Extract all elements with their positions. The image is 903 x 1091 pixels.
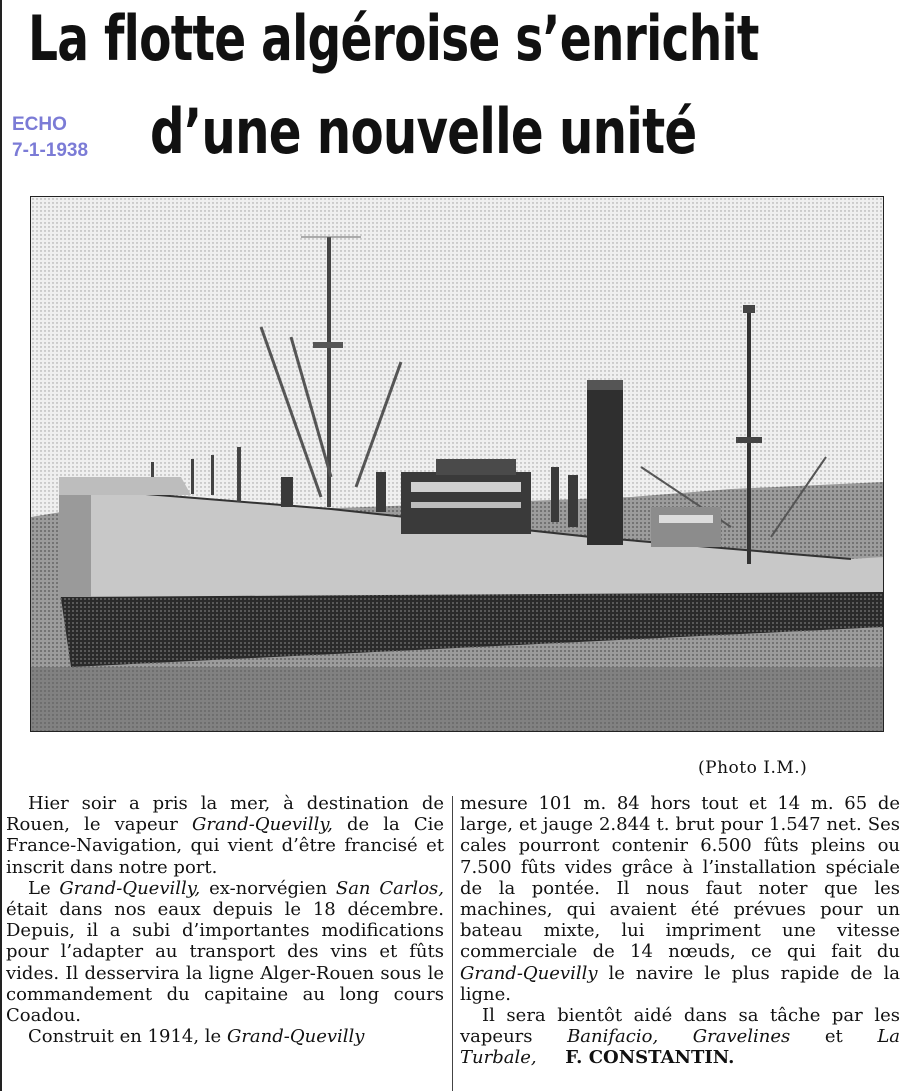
ship-name: Grand-Quevilly — [460, 962, 598, 984]
article-paragraph-1: Hier soir a pris la mer, à destination de Rouen, le vapeur Grand-Quevilly, de la Cie France-Navigation, qui vient d’être francisé et inscrit dans notre port. — [6, 793, 445, 878]
article-column-left — [6, 793, 444, 1047]
headline-line-2: d’une nouvelle unité — [150, 95, 697, 168]
article-paragraph-3-continued: mesure 101 m. 84 hors tout et 14 m. 65 de large, et jauge 2.844 t. brut pour 1.547 net. Ses cales pourront contenir 6.500 fûts pleins ou 7.500 fûts vides grâce à l’installation spéciale de la pontée. Il nous faut noter que les machines, qui avaient été prévues pour un bateau mixte, lui impriment une vitesse commerciale de 14 nœuds, ce qui fait du Grand-Quevilly le navire le plus rapide de la ligne. — [460, 793, 900, 1005]
headline-line-1: La flotte algéroise s’enrichit — [28, 2, 759, 75]
column-divider — [452, 796, 453, 1091]
ship-photograph — [30, 196, 884, 732]
stamp-paper-name: ECHO — [12, 114, 67, 135]
page-left-border — [0, 0, 2, 1091]
ship-name: La Turbale, — [460, 1026, 900, 1069]
ship-name: Grand-Quevilly, — [59, 877, 201, 899]
article-paragraph-3-start: Construit en 1914, le Grand-Quevilly — [28, 1026, 365, 1048]
stamp-date: 7-1-1938 — [12, 140, 89, 161]
article-paragraph-4: Il sera bientôt aidé dans sa tâche par les vapeurs Banifacio, Gravelines et La Turbale, F. CONSTANTIN. — [460, 1005, 900, 1069]
ship-name: Grand-Quevilly — [226, 1026, 365, 1048]
archive-stamp — [12, 112, 88, 164]
steamship-illustration — [31, 197, 883, 731]
ship-names: Banifacio, Gravelines — [567, 1026, 791, 1048]
ship-former-name: San Carlos, — [335, 877, 444, 899]
author-signature: F. CONSTANTIN. — [565, 1047, 735, 1069]
photo-credit: (Photo I.M.) — [698, 758, 808, 778]
article-column-right — [460, 793, 900, 1069]
article-paragraph-2: Le Grand-Quevilly, ex-norvégien San Carlos, était dans nos eaux depuis le 18 décembre. Depuis, il a subi d’importantes modifications pour l’adapter au transport des vins et fûts vides. Il desservira la ligne Alger-Rouen sous le commandement du capitaine au long cours Coadou. — [6, 877, 444, 1027]
ship-name: Grand-Quevilly, — [191, 814, 333, 836]
